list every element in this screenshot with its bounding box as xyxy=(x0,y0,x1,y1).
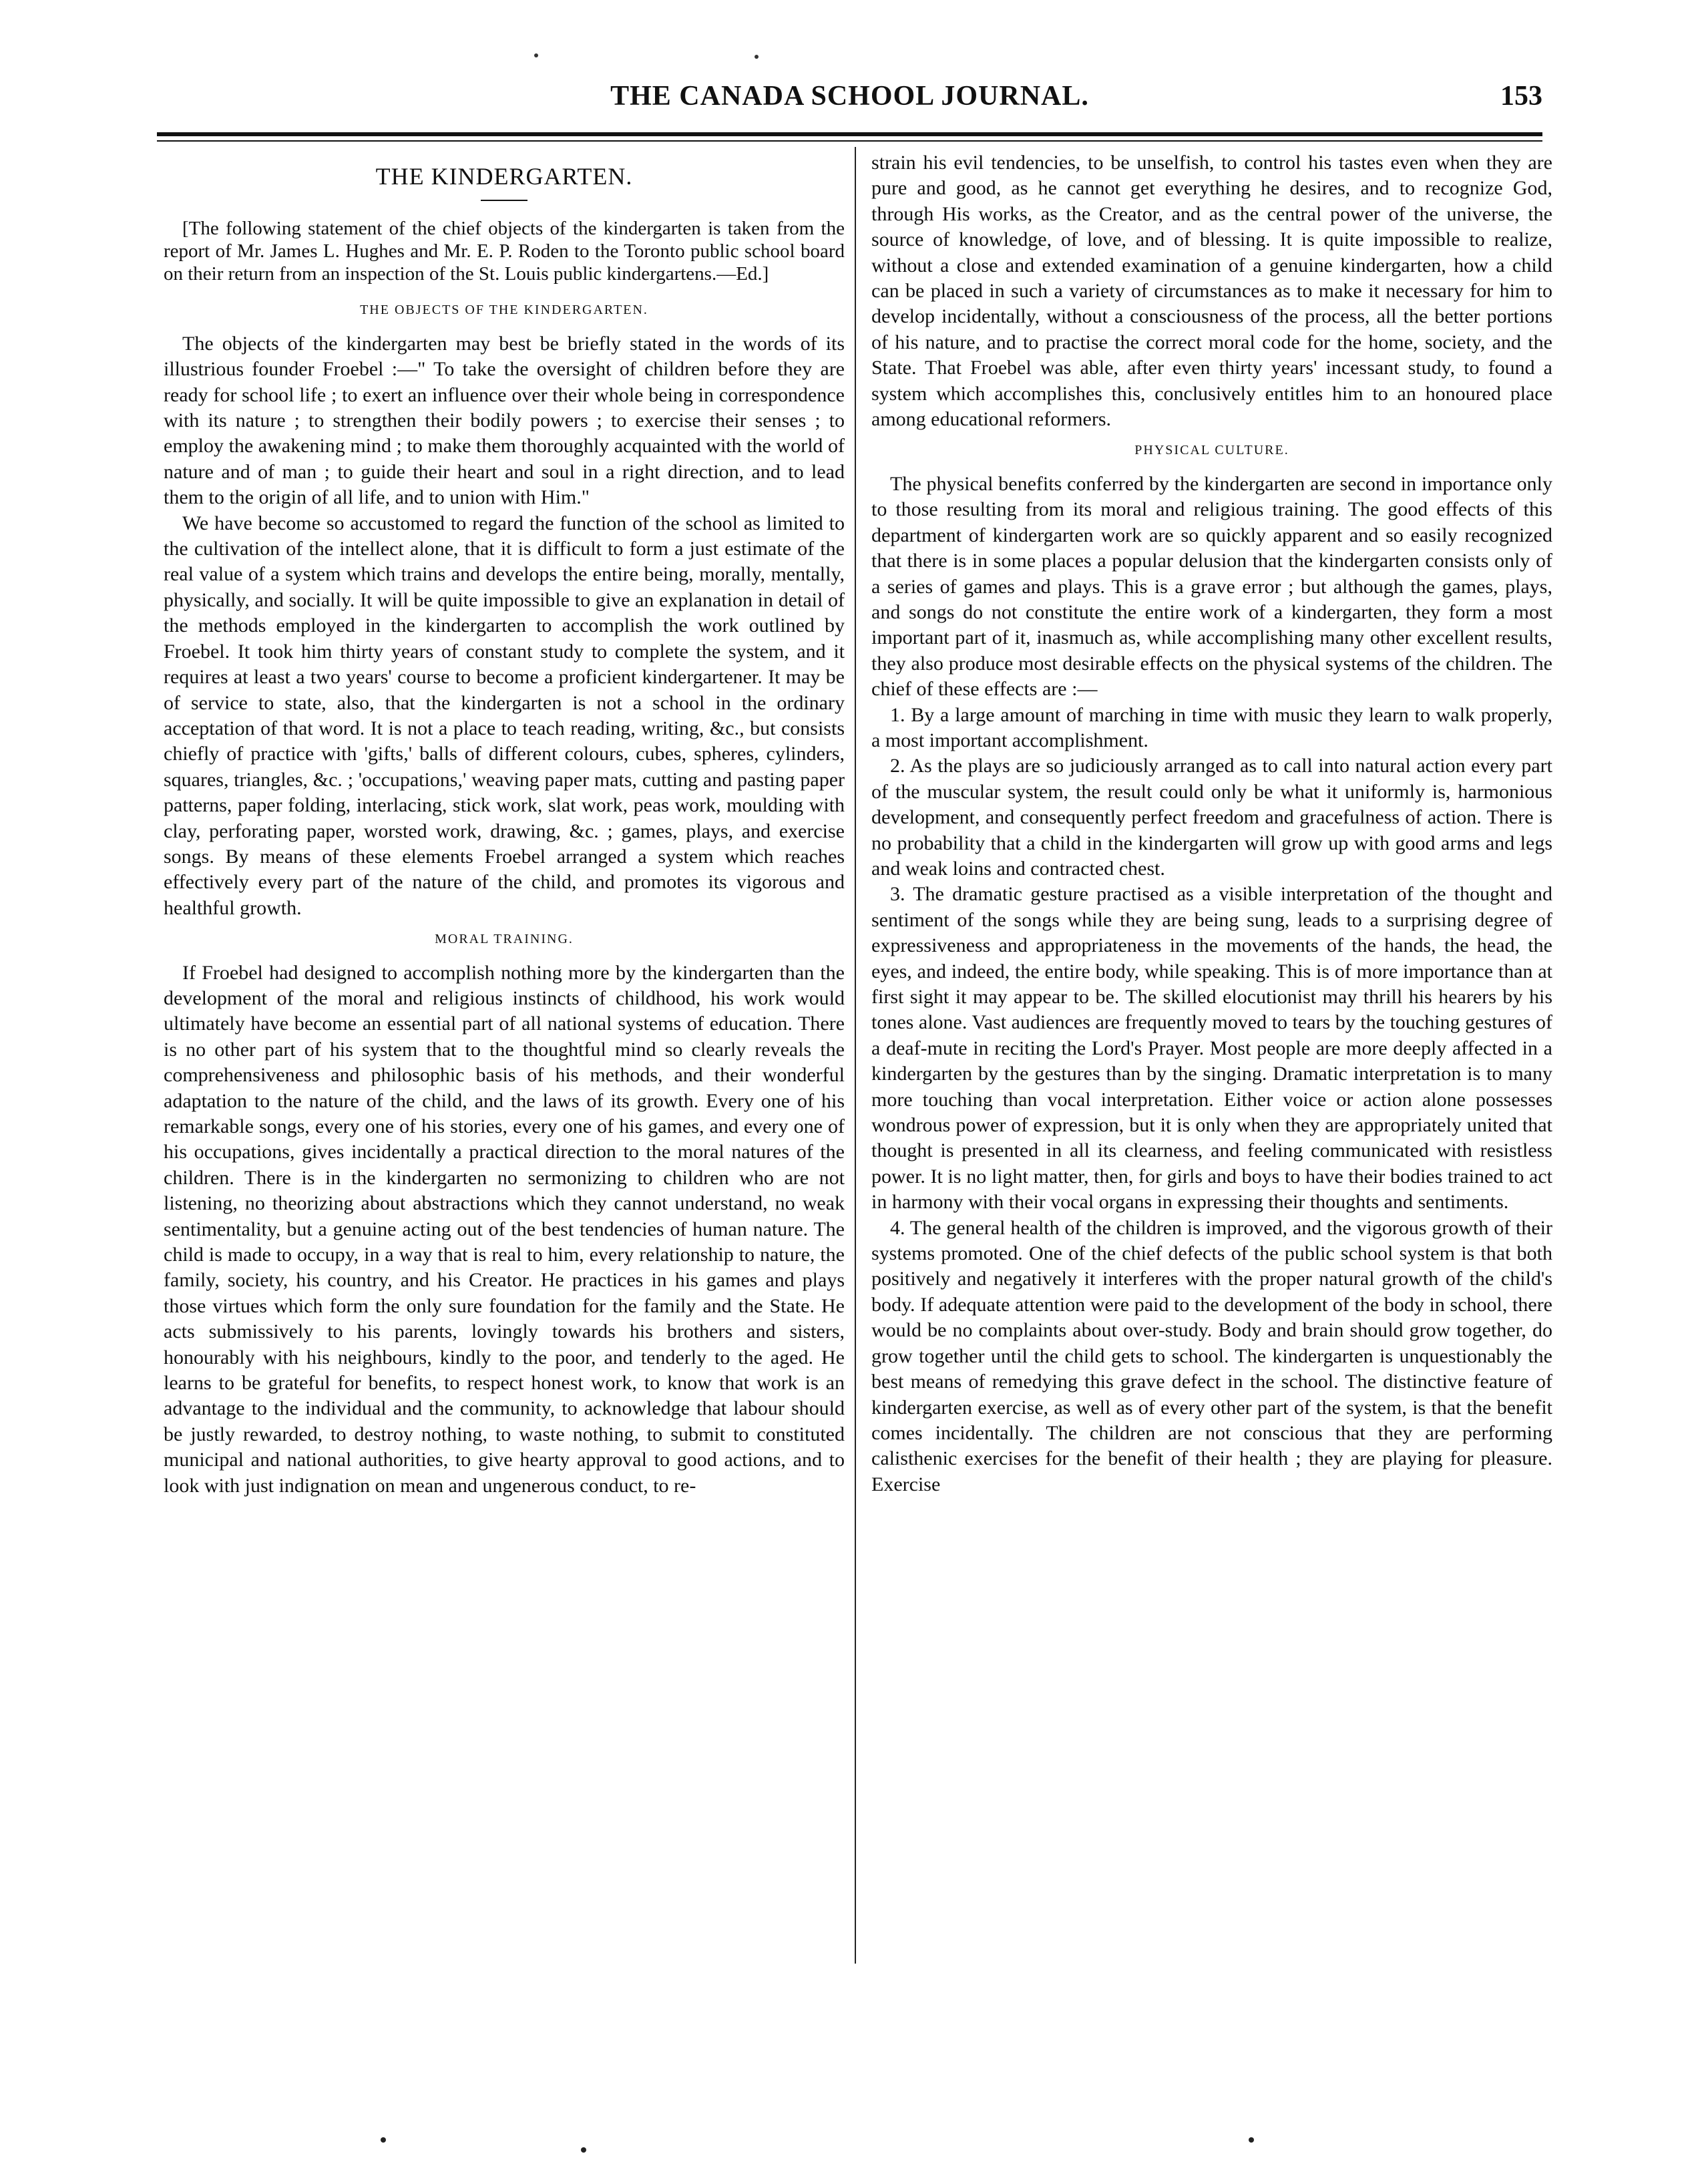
scan-speck xyxy=(381,2137,386,2143)
paragraph: The objects of the kindergarten may best be briefly stated in the words of its illustrious founder Froebel :—" To take the oversight of children before they are ready for school life ; to exert an influence over their whole being in correspondence with its nature ; to strengthen their bodily powers ; to exercise their senses ; to employ the awakening mind ; to make them thoroughly acquainted with the world of nature and of man ; to guide their heart and soul in a right direction, and to lead them to the origin of all life, and to union with Him." xyxy=(164,332,845,509)
running-title: THE CANADA SCHOOL JOURNAL. xyxy=(610,81,1089,112)
scan-speck xyxy=(755,55,759,59)
section-heading-moral-training: MORAL TRAINING. xyxy=(435,932,574,947)
page-bottom-marks xyxy=(0,2134,1698,2161)
scan-speck xyxy=(534,53,538,57)
numbered-paragraph-2: 2. As the plays are so judiciously arranged as to call into natural action every part of the muscular system, the result could only be what it uniformly is, harmonious development, and consequently perfect freedom and gracefulness of action. There is no probability that a child in the kindergarten will grow up with good arms and legs and weak loins and contracted chest. xyxy=(871,755,1552,880)
paragraph: The physical benefits conferred by the kindergarten are second in importance only to those resulting from its moral and religious training. The good effects of this department of kindergarten work are so quickly apparent and so easily recognized that there is in some places a popular delusion that the kindergarten consists only of a series of games and plays. This is a grave error ; but although the games, plays, and songs do not constitute the entire work of a kindergarten, they form a most important part of it, inasmuch as, while accomplishing many other excellent results, they also produce most desirable effects on the physical systems of the children. The chief of these effects are :— xyxy=(871,472,1552,701)
numbered-paragraph-3: 3. The dramatic gesture practised as a visible interpretation of the thought and sentiment of the songs while they are being sung, leads to a surprising degree of expressiveness and appropriateness in the movements of the hands, the head, the eyes, and indeed, the entire body, while speaking. This is of more importance than at first sight it may appear to be. The skilled elocutionist may thrill his hearers by his tones alone. Vast audiences are frequently moved to tears by the touching gestures of a deaf-mute in reciting the Lord's Prayer. Most people are more deeply affected in a kindergarten by the gestures than by the singing. Dramatic interpretation is to many more touching than vocal interpretation. Either voice or action alone possesses wondrous power of expression, but it is only when they are appropriately united that thought is presented in all its clearness, and feeling communicated with resistless power. It is no light matter, then, for girls and boys to have their bodies trained to act in harmony with their vocal organs in expressing their thoughts and sentiments. xyxy=(871,883,1552,1214)
right-column xyxy=(871,150,1552,1497)
title-rule xyxy=(481,200,527,201)
editor-note: [The following statement of the chief objects of the kindergarten is taken from the report of Mr. James L. Hughes and Mr. E. P. Roden to the Toronto public school board on their return from an inspection of the St. Louis public kindergartens.—Ed.] xyxy=(164,218,845,285)
section-heading-objects: THE OBJECTS OF THE KINDERGARTEN. xyxy=(360,303,648,318)
scan-speck xyxy=(1249,2137,1254,2143)
column-divider xyxy=(855,147,856,1964)
paragraph: If Froebel had designed to accomplish nothing more by the kindergarten than the development of the moral and religious instincts of childhood, his work would ultimately have become an essential part of all national systems of education. There is no other part of his system that to the thoughtful mind so clearly reveals the comprehensiveness and philosophic basis of his methods, and their wonderful adaptation to the nature of the child, and the laws of its growth. Every one of his remarkable songs, every one of his stories, every one of his games, and every one of his occupations, gives incidentally a practical direction to the moral natures of the children. There is in the kindergarten no sermonizing to children who are not listening, no theorizing about abstractions which they cannot understand, no weak sentimentality, but a genuine acting out of the best tendencies of human nature. The child is made to occupy, in a way that is real to him, every relationship to nature, the family, society, his country, and his Creator. He practices in his games and plays those virtues which form the only sure foundation for the family and the State. He acts submissively to his parents, lovingly towards his brothers and sisters, honourably with his neighbours, kindly to the poor, and tenderly to the aged. He learns to be grateful for benefits, to respect honest work, to know that work is an advantage to the individual and the community, to acknowledge that labour should be justly rewarded, to destroy nothing, to waste nothing, to submit to constituted municipal and national authorities, to give hearty approval to good actions, and to look with just indignation on mean and ungenerous conduct, to re- xyxy=(164,961,845,1497)
header-rule-thin xyxy=(157,140,1542,142)
article-title: THE KINDERGARTEN. xyxy=(375,163,633,190)
header-rule-thick xyxy=(157,132,1542,136)
page-number: 153 xyxy=(1500,81,1542,112)
left-column xyxy=(164,150,845,1499)
paragraph-continued: strain his evil tendencies, to be unselfish, to control his tastes even when they are pure and good, as he cannot get everything he desires, and to recognize God, through His works, as the Creator, and as the central power of the universe, the source of knowledge, of love, and of blessing. It is quite impossible to realize, without a close and extended examination of a genuine kindergarten, how a child can be placed in such a variety of circumstances as to make it necessary for him to develop incidentally, without a consciousness of the process, all the better portions of his nature, and to practise the correct moral code for the home, society, and the State. That Froebel was able, after even thirty years' incessant study, to found a system which accomplishes this, conclusively entitles him to an honoured place among educational reformers. xyxy=(871,152,1552,431)
scan-speck xyxy=(581,2147,586,2153)
numbered-paragraph-1: 1. By a large amount of marching in time with music they learn to walk properly, a most important accomplishment. xyxy=(871,703,1552,751)
page-header xyxy=(157,80,1542,120)
numbered-paragraph-4: 4. The general health of the children is improved, and the vigorous growth of their systems promoted. One of the chief defects of the public school system is that both positively and negatively it interferes with the proper natural growth of the child's body. If adequate attention were paid to the development of the body in school, there would be no complaints about over-study. Body and brain should grow together, do grow together until the child gets to school. The kindergarten is unquestionably the best means of remedying this grave defect in the school. The distinctive feature of kindergarten exercise, as well as of every other part of the system, is that the benefit comes incidentally. The children are not conscious that they are performing calisthenic exercises for the benefit of their health ; they are playing for pleasure. Exercise xyxy=(871,1216,1552,1495)
paragraph: We have become so accustomed to regard the function of the school as limited to the cultivation of the intellect alone, that it is difficult to form a just estimate of the real value of a system which trains and develops the entire being, morally, mentally, physically, and socially. It will be quite impossible to give an explanation in detail of the methods employed in the kindergarten to accomplish the work outlined by Froebel. It took him thirty years of constant study to complete the system, and it requires at least a two years' course to become a proficient kindergartener. It may be of service to state, also, that the kindergarten is not a school in the ordinary acceptation of that word. It is not a place to teach reading, writing, &c., but consists chiefly of practice with 'gifts,' balls of different colours, cubes, spheres, cylinders, squares, triangles, &c. ; 'occupations,' weaving paper mats, cutting and pasting paper patterns, paper folding, interlacing, stick work, slat work, peas work, moulding with clay, perforating paper, worsted work, drawing, &c. ; games, plays, and exercise songs. By means of these elements Froebel arranged a system which reaches effectively every part of the nature of the child, and promotes its vigorous and healthful growth. xyxy=(164,512,845,919)
section-heading-physical-culture: PHYSICAL CULTURE. xyxy=(1134,443,1289,458)
